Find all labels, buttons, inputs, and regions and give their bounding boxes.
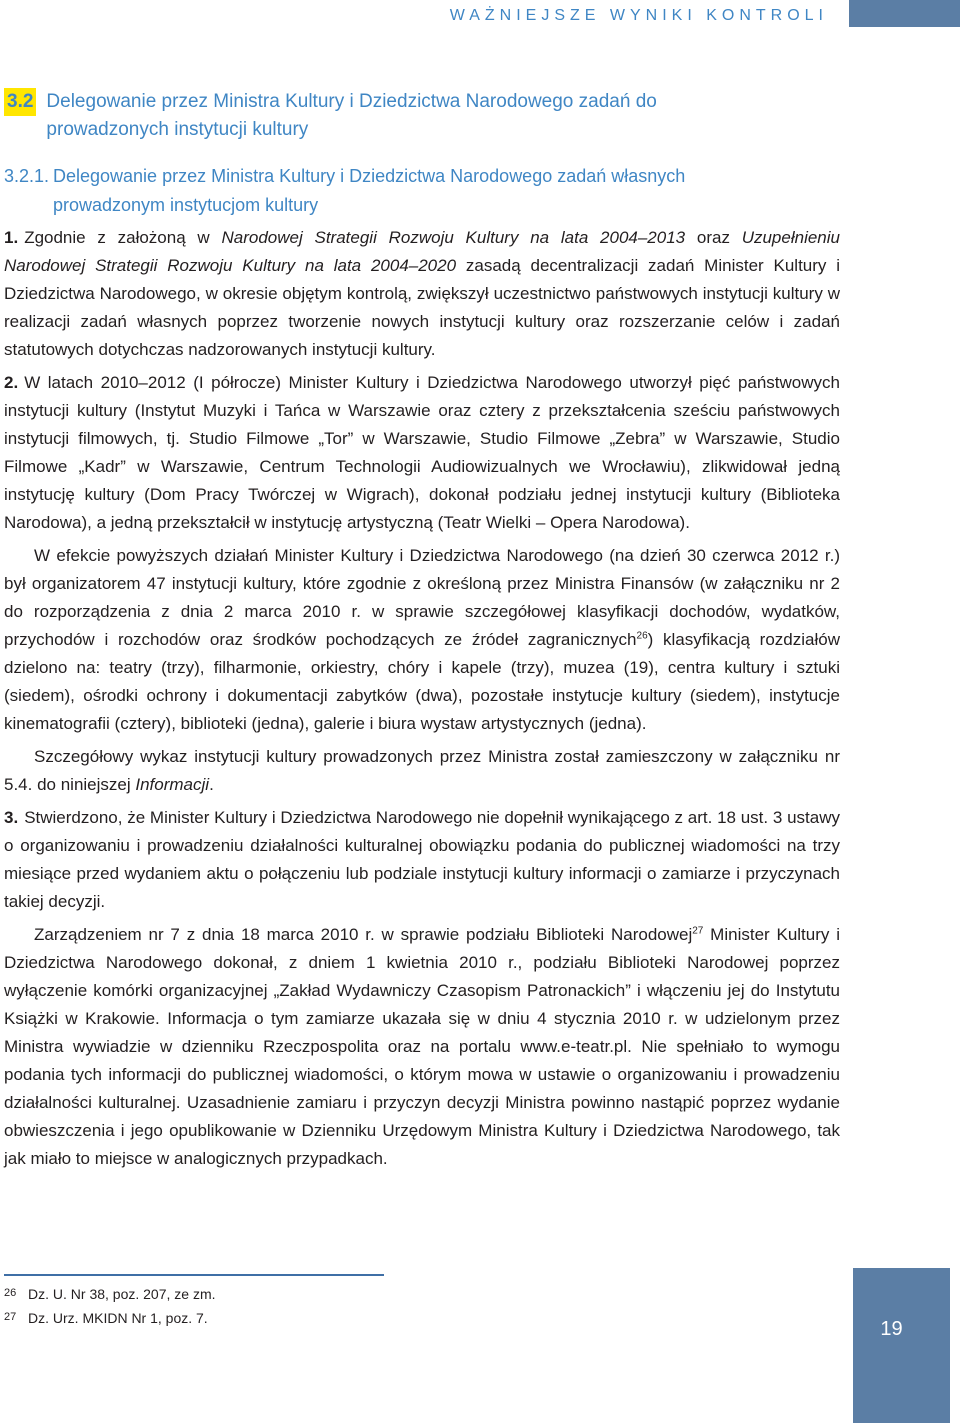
footnote-number: 26 — [4, 1287, 17, 1299]
text-run: Minister Kultury i Dziedzictwa Narodowego dokonał, z dniem 1 kwietnia 2010 r., podziału Biblioteki Narodowej poprzez wyłączenie komórki organizacyjnej „Zakład Wydawniczy Czasopism Patronackich” i włączeniu jej do Instytutu Książki w Krakowie. Informacja o tym zamiarze ukazała się w dniu 4 stycznia 2010 r. w udzielonym przez Ministra wywiadzie w dzienniku Rzeczpospolita oraz na portalu www.e-teatr.pl. Nie spełniało to wymogu podania tych informacji do publicznej wiadomości, o którym mowa w ustawie o organizowaniu i prowadzeniu działalności kulturalnej. Uzasadnienie zamiaru i przyczyn decyzji Ministra powinno nastąpić poprzez wydanie obwieszczenia i jego opublikowanie w Dzienniku Urzędowym Ministra Kultury i Dziedzictwa Narodowego, tak jak miało to miejsce w analogicznych przypadkach. — [4, 925, 840, 1168]
page-number: 19 — [880, 1318, 903, 1340]
text-run: W efekcie powyższych działań Minister Kultury i Dziedzictwa Narodowego (na dzień 30 czerwca 2012 r.) był organizatorem 47 instytucji kultury, które zgodnie z określoną przez Ministra Finansów (w załączniku nr 2 do rozporządzenia z dnia 2 marca 2010 r. w sprawie szczegółowej klasyfikacji dochodów, wydatków, przychodów i rozchodów oraz środków pochodzących ze źródeł zagranicznych — [4, 546, 840, 649]
paragraph-1 — [4, 224, 840, 364]
text-run: oraz — [685, 228, 742, 247]
paragraph-2 — [4, 369, 840, 537]
footnotes — [4, 1282, 604, 1330]
paragraph-number: 3. — [4, 808, 19, 827]
text-run-italic: Uzupełnieniu Narodowej Strategii Rozwoju Kultury na lata 2004–2020 — [4, 228, 840, 275]
footnote-number: 27 — [4, 1311, 17, 1323]
subsection-number: 3.2.1. — [4, 166, 50, 186]
text-run: Szczegółowy wykaz instytucji kultury prowadzonych przez Ministra został zamieszczony w załączniku nr 5.4. do niniejszej — [4, 747, 840, 794]
section-title: Delegowanie przez Ministra Kultury i Dziedzictwa Narodowego zadań do prowadzonych instytucji kultury — [46, 91, 657, 140]
text-run: zasadą decentralizacji zadań Minister Kultury i Dziedzictwa Narodowego, w okresie objętym kontrolą, zwiększył uczestnictwo państwowych instytucji kultury w realizacji zadań własnych poprzez tworzenie nowych instytucji kultury oraz rozszerzanie celów i zadań statutowych dotychczas nadzorowanych instytucji kultury. — [4, 256, 840, 359]
section-number: 3.2 — [4, 88, 36, 116]
text-run: Stwierdzono, że Minister Kultury i Dziedzictwa Narodowego nie dopełnił wynikającego z art. 18 ust. 3 ustawy o organizowaniu i prowadzeniu działalności kulturalnej obowiązku podania do publicznej wiadomości na trzy miesiące przed wydaniem aktu o połączeniu lub podziale instytucji kultury informacji o zamiarze i przyczynach takiej decyzji. — [4, 808, 840, 911]
footnote-divider — [4, 1274, 384, 1276]
footnote-text: Dz. Urz. MKIDN Nr 1, poz. 7. — [28, 1310, 208, 1326]
section-heading — [4, 88, 904, 144]
subsection-title: Delegowanie przez Ministra Kultury i Dziedzictwa Narodowego zadań własnych prowadzonym instytucjom kultury — [53, 166, 686, 215]
paragraph-2b — [4, 542, 840, 738]
text-run: Zgodnie z założoną w — [24, 228, 222, 247]
paragraph-2c — [4, 743, 840, 799]
paragraph-number: 2. — [4, 373, 19, 392]
text-run: ) klasyfikacją rozdziałów dzielono na: teatry (trzy), filharmonie, orkiestry, chóry i kapele (trzy), muzea (19), centra kultury i sztuki (siedem), ośrodki ochrony i dokumentacji zabytków (dwa), pozostałe instytucje kultury (siedem), instytucje kinematografii (cztery), biblioteki (jedna), galerie i biura wystaw artystycznych (jedna). — [4, 630, 840, 733]
running-header: WAŻNIEJSZE WYNIKI KONTROLI — [449, 7, 828, 24]
footnote-ref-26[interactable]: 26 — [636, 630, 648, 642]
text-run-italic: Narodowej Strategii Rozwoju Kultury na lata 2004–2013 — [221, 228, 686, 247]
text-run: Zarządzeniem nr 7 z dnia 18 marca 2010 r. w sprawie podziału Biblioteki Narodowej — [34, 925, 693, 944]
paragraph-3 — [4, 804, 840, 916]
footnote-26 — [4, 1282, 604, 1306]
page-number-box — [853, 1268, 950, 1423]
text-run: . — [209, 775, 214, 794]
footnote-27 — [4, 1306, 604, 1330]
body-text — [4, 224, 840, 1178]
text-run-italic: Informacji — [135, 775, 210, 794]
paragraph-number: 1. — [4, 228, 19, 247]
paragraph-3b — [4, 921, 840, 1173]
text-run: W latach 2010–2012 (I półrocze) Minister Kultury i Dziedzictwa Narodowego utworzył pięć państwowych instytucji kultury (Instytut Muzyki i Tańca w Warszawie oraz cztery z przekształcenia sześciu państwowych instytucji filmowych, tj. Studio Filmowe „Tor” w Warszawie, Studio Filmowe „Zebra” w Warszawie, Studio Filmowe „Kadr” w Warszawie, Centrum Technologii Audiowizualnych we Wrocławiu), zlikwidował jedną instytucję kultury (Dom Pracy Twórczej w Wigrach), dokonał podziału jednej instytucji kultury (Biblioteka Narodowa), a jedną przekształcił w instytucję artystyczną (Teatr Wielki – Opera Narodowa). — [4, 373, 840, 532]
footnote-text: Dz. U. Nr 38, poz. 207, ze zm. — [28, 1286, 216, 1302]
header-color-block — [849, 0, 960, 27]
subsection-heading — [4, 162, 904, 220]
footnote-ref-27[interactable]: 27 — [692, 925, 704, 937]
